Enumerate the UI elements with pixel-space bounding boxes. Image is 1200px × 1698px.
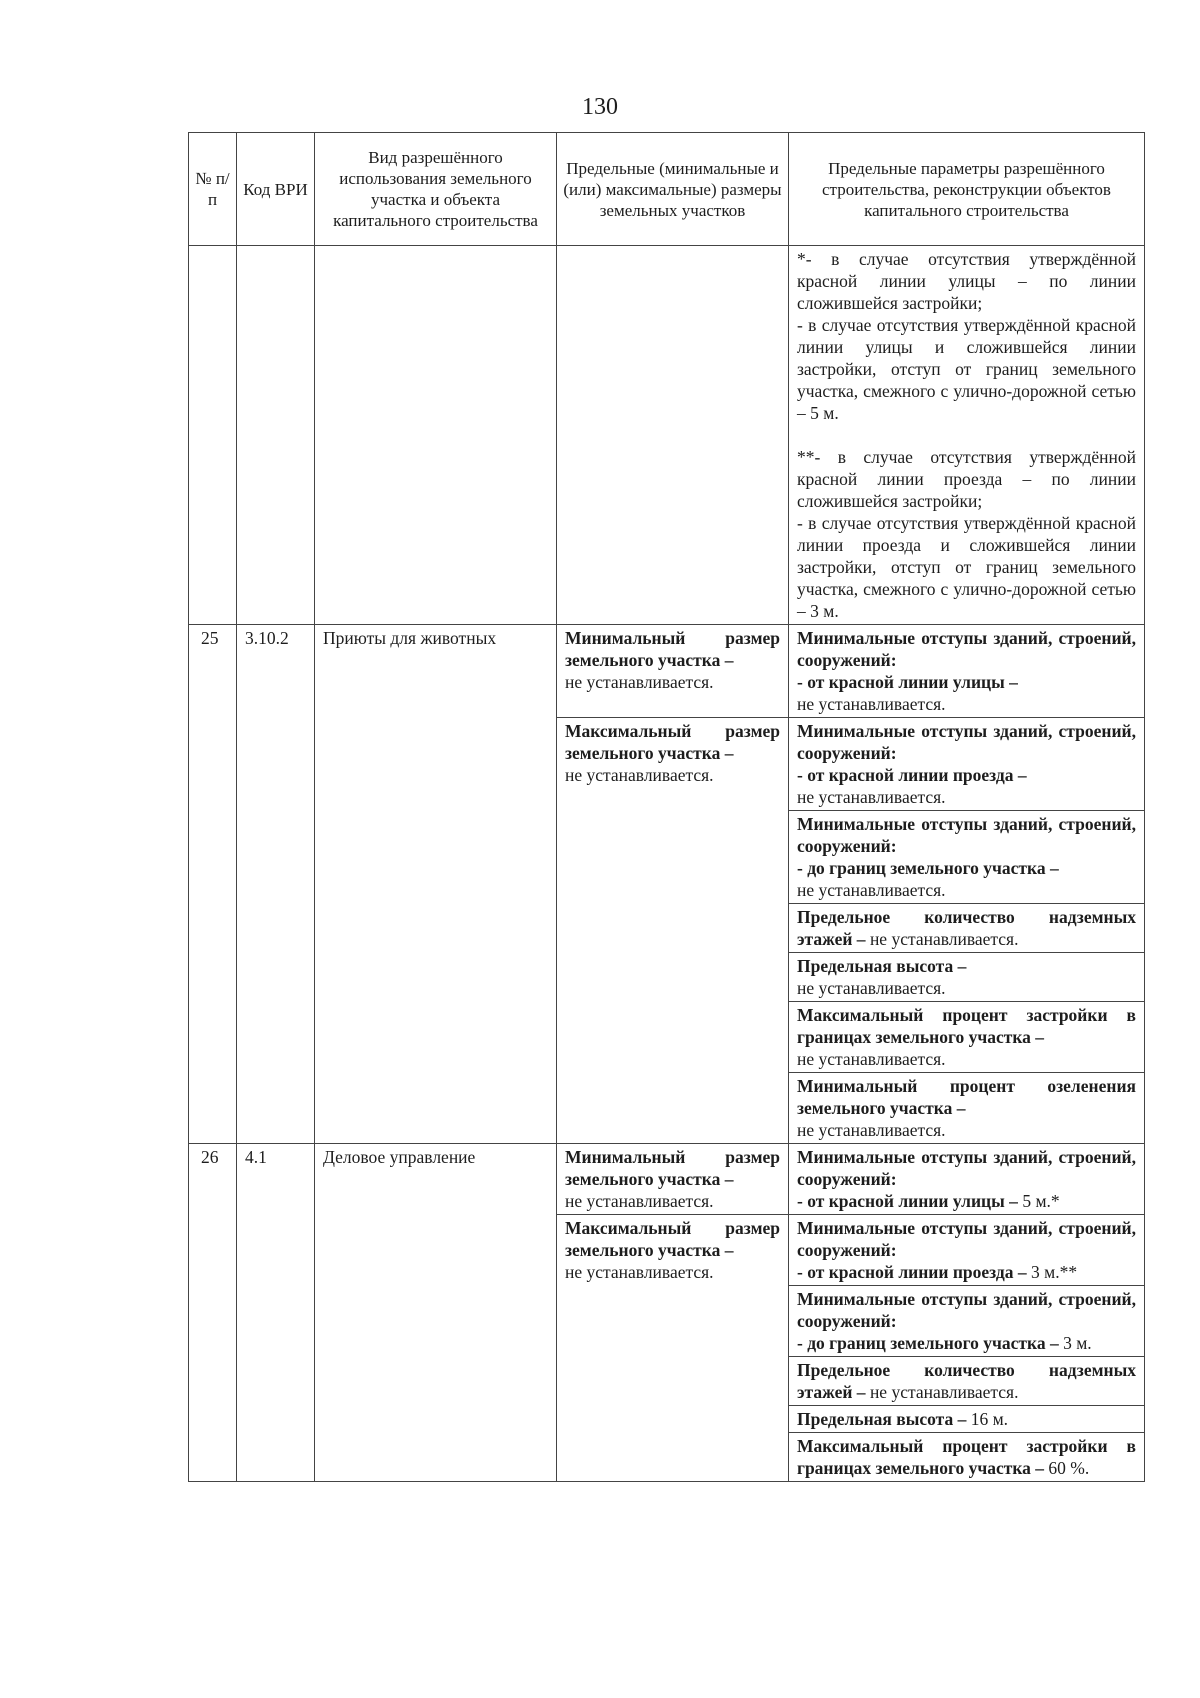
header-number: № п/п — [189, 133, 237, 246]
header-plot-sizes: Предельные (минимальные и (или) максимальные) размеры земельных участков — [557, 133, 789, 246]
header-build-params: Предельные параметры разрешённого строительства, реконструкции объектов капитального строительства — [789, 133, 1145, 246]
max-plot-size: Максимальный размер земельного участка – не устанавливается. — [557, 718, 789, 1144]
param-setback-street: Минимальные отступы зданий, строений, сооружений: - от красной линии улицы – не устанавливается. — [789, 625, 1145, 718]
page-number: 130 — [582, 94, 618, 120]
table-header-row — [189, 133, 1145, 246]
row-use-type: Деловое управление — [315, 1144, 557, 1482]
param-setback-street: Минимальные отступы зданий, строений, сооружений: - от красной линии улицы – 5 м.* — [789, 1144, 1145, 1215]
max-plot-size: Максимальный размер земельного участка – не устанавливается. — [557, 1215, 789, 1482]
row-number: 25 — [189, 625, 237, 1144]
param-floors: Предельное количество надземных этажей – не устанавливается. — [789, 1357, 1145, 1406]
param-greenery: Минимальный процент озеленения земельного участка – не устанавливается. — [789, 1073, 1145, 1144]
row-use-type: Приюты для животных — [315, 625, 557, 1144]
row-number: 26 — [189, 1144, 237, 1482]
table-row — [189, 1144, 1145, 1215]
footnote-street: *- в случае отсутствия утверждённой красной линии улицы – по линии сложившейся застройки; - в случае отсутствия утверждённой красной линии улицы и сложившейся линии застройки, отступ от границ земельного участка, смежного с улично-дорожной сетью – 5 м. — [797, 249, 1136, 423]
regulations-table — [188, 132, 1145, 1482]
param-height: Предельная высота – 16 м. — [789, 1406, 1145, 1433]
header-use-type: Вид разрешённого использования земельного участка и объекта капитального строительства — [315, 133, 557, 246]
param-setback-boundary: Минимальные отступы зданий, строений, сооружений: - до границ земельного участка – 3 м. — [789, 1286, 1145, 1357]
table-row — [189, 625, 1145, 718]
min-plot-size: Минимальный размер земельного участка – не устанавливается. — [557, 1144, 789, 1215]
param-floors: Предельное количество надземных этажей – не устанавливается. — [789, 904, 1145, 953]
header-code: Код ВРИ — [237, 133, 315, 246]
param-coverage: Максимальный процент застройки в границах земельного участка – не устанавливается. — [789, 1002, 1145, 1073]
param-height: Предельная высота – не устанавливается. — [789, 953, 1145, 1002]
param-coverage: Максимальный процент застройки в границах земельного участка – 60 %. — [789, 1433, 1145, 1482]
param-setback-driveway: Минимальные отступы зданий, строений, сооружений: - от красной линии проезда – 3 м.** — [789, 1215, 1145, 1286]
row-code: 3.10.2 — [237, 625, 315, 1144]
param-setback-boundary: Минимальные отступы зданий, строений, сооружений: - до границ земельного участка – не устанавливается. — [789, 811, 1145, 904]
table-row-continuation — [189, 246, 1145, 625]
param-setback-driveway: Минимальные отступы зданий, строений, сооружений: - от красной линии проезда – не устанавливается. — [789, 718, 1145, 811]
footnote-driveway: **- в случае отсутствия утверждённой красной линии проезда – по линии сложившейся застройки; - в случае отсутствия утверждённой красной линии проезда и сложившейся линии застройки, отступ от границ земельного участка, смежного с улично-дорожной сетью – 3 м. — [797, 447, 1136, 621]
min-plot-size: Минимальный размер земельного участка – не устанавливается. — [557, 625, 789, 718]
row-code: 4.1 — [237, 1144, 315, 1482]
